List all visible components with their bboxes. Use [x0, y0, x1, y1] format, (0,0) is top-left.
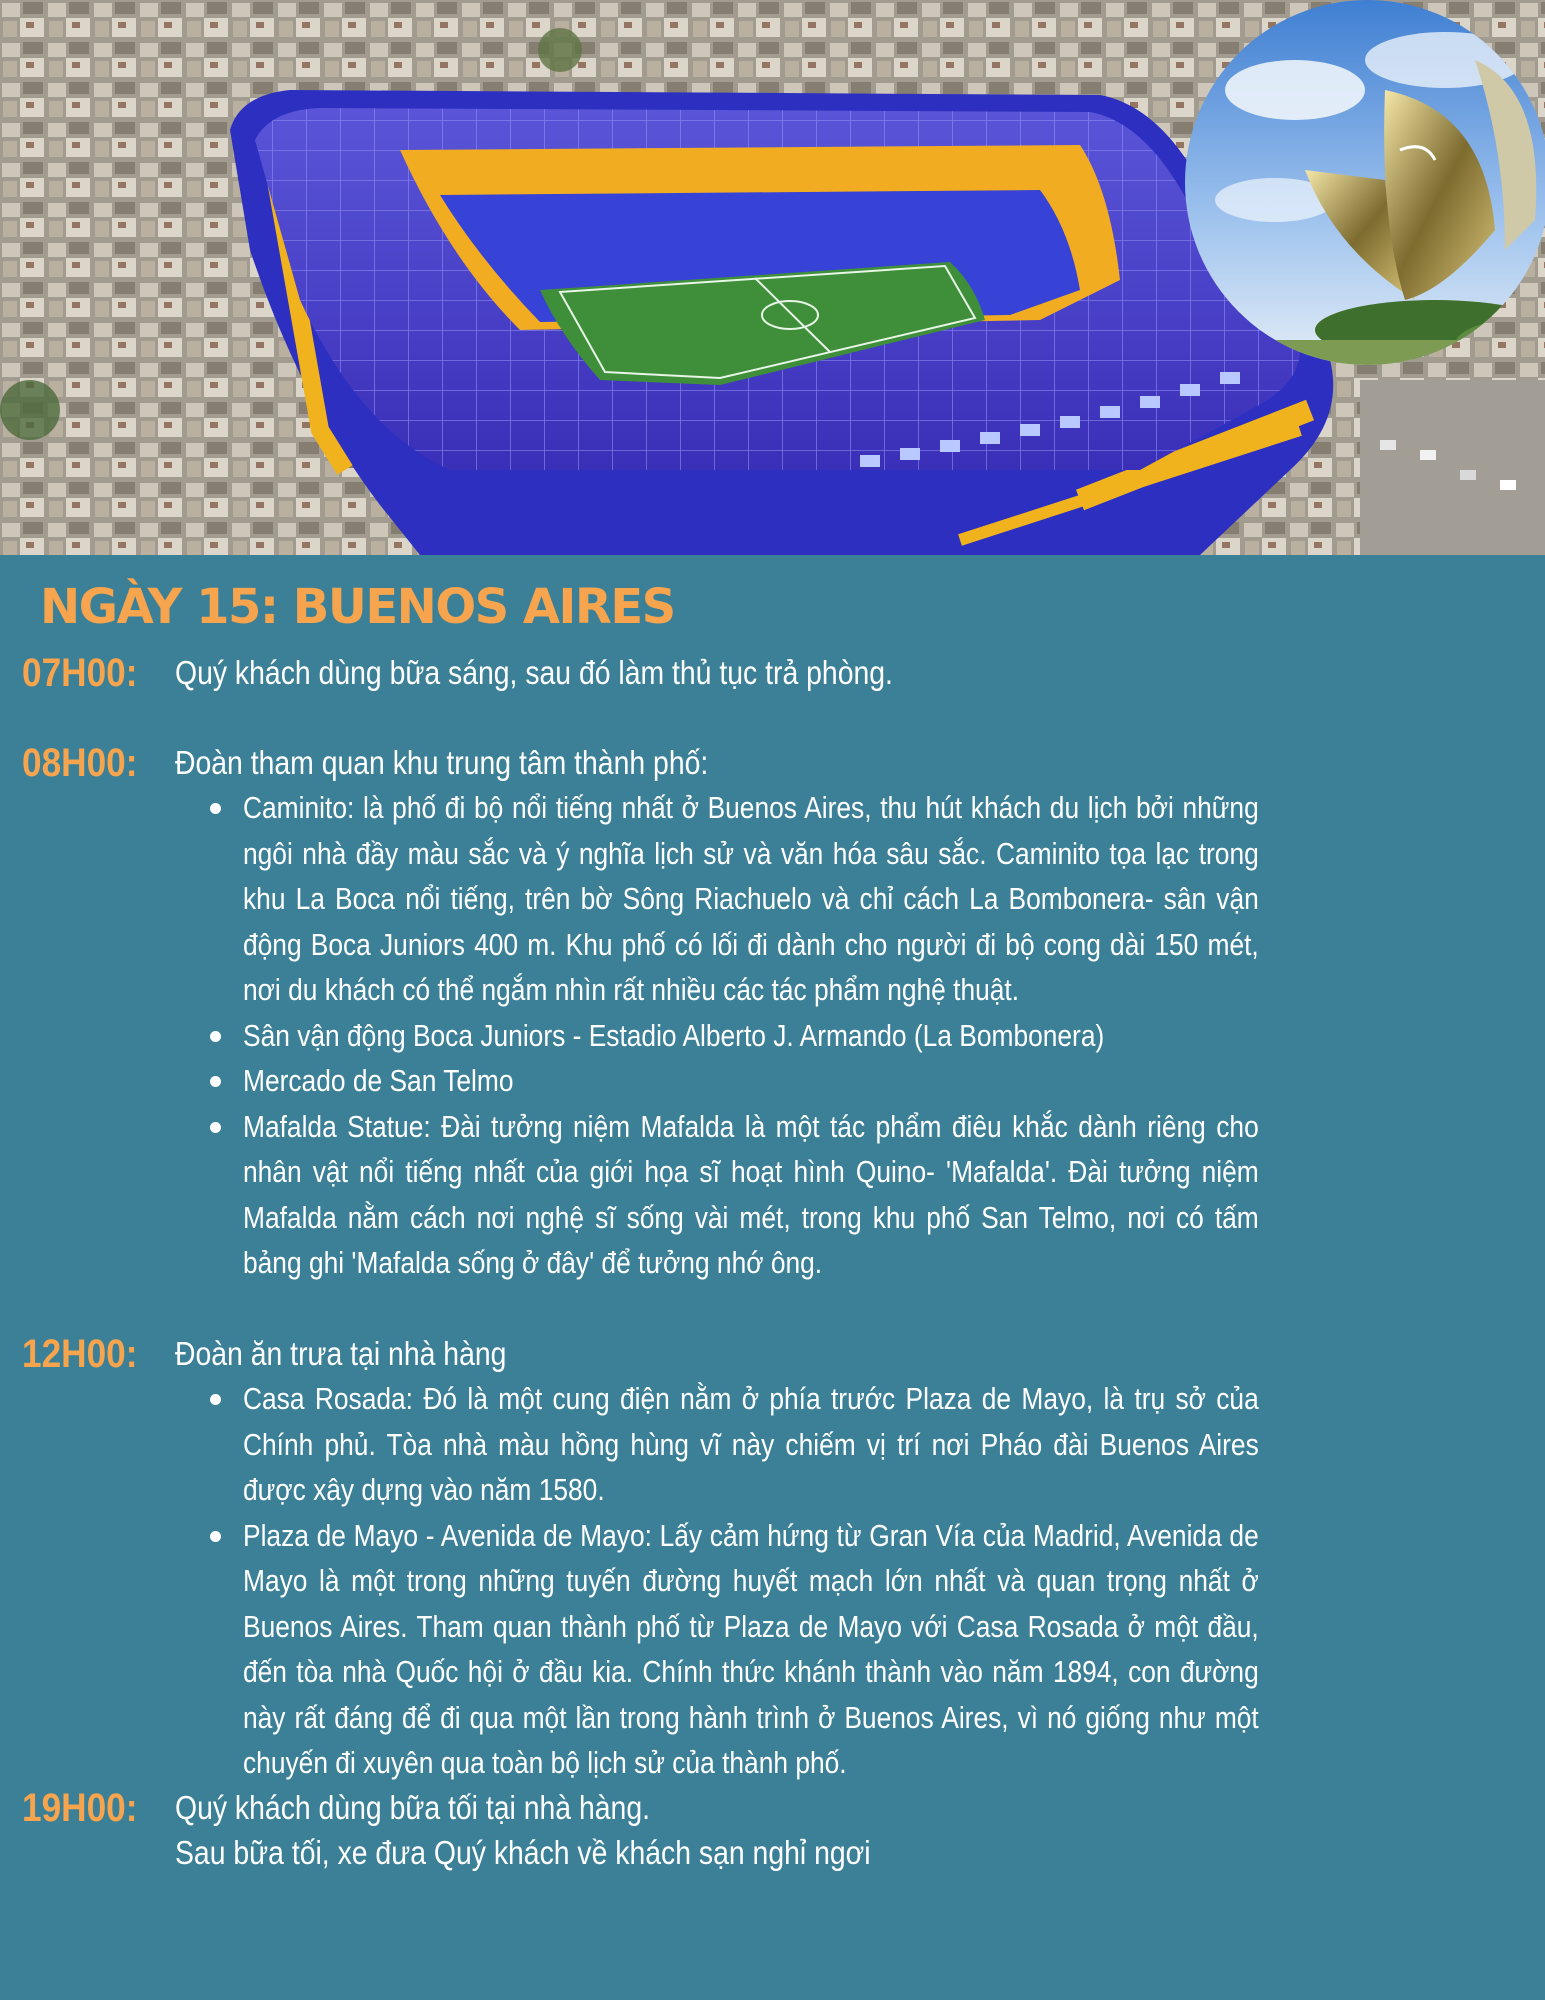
list-item: Sân vận động Boca Juniors - Estadio Alberto J. Armando (La Bombonera)	[210, 1013, 1225, 1059]
slot-time: 12H00:	[22, 1332, 138, 1376]
bullet-dot-icon	[210, 1076, 221, 1087]
day-title: NGÀY 15: BUENOS AIRES	[40, 579, 675, 635]
bullet-list	[210, 785, 1259, 1286]
list-item: Mafalda Statue: Đài tưởng niệm Mafalda là một tác phẩm điêu khắc dành riêng cho nhân vật nổi tiếng nhất của giới họa sĩ hoạt hình Quino- 'Mafalda'. Đài tưởng niệm Mafalda nằm cách nơi nghệ sĩ sống vài mét, trong khu phố San Telmo, nơi có tấm bảng ghi 'Mafalda sống ở đây' để tưởng nhớ ông.	[210, 1104, 1225, 1286]
slot-time: 07H00:	[22, 651, 138, 695]
slot-description: Quý khách dùng bữa tối tại nhà hàng.	[175, 1789, 651, 1826]
slot-description: Quý khách dùng bữa sáng, sau đó làm thủ tục trả phòng.	[175, 654, 893, 691]
itinerary-section	[0, 555, 1545, 2000]
list-item: Caminito: là phố đi bộ nổi tiếng nhất ở Buenos Aires, thu hút khách du lịch bởi những ngôi nhà đầy màu sắc và ý nghĩa lịch sử và văn hóa sâu sắc. Caminito tọa lạc trong khu La Boca nổi tiếng, trên bờ Sông Riachuelo và chỉ cách La Bombonera- sân vận động Boca Juniors 400 m. Khu phố có lối đi dành cho người đi bộ cong dài 150 mét, nơi du khách có thể ngắm nhìn rất nhiều các tác phẩm nghệ thuật.	[210, 785, 1225, 1013]
slot-time: 19H00:	[22, 1786, 138, 1830]
floralis-generica-sculpture-photo	[1185, 0, 1545, 365]
sculpture-inset-image	[1185, 0, 1545, 365]
bullet-dot-icon	[210, 1394, 221, 1405]
hero-stadium-image	[0, 0, 1545, 555]
bullet-dot-icon	[210, 1122, 221, 1133]
slot-description: Sau bữa tối, xe đưa Quý khách về khách sạn nghỉ ngơi	[175, 1834, 871, 1871]
list-item: Plaza de Mayo - Avenida de Mayo: Lấy cảm hứng từ Gran Vía của Madrid, Avenida de Mayo là một trong những tuyến đường huyết mạch lớn nhất và quan trọng nhất ở Buenos Aires. Tham quan thành phố từ Plaza de Mayo với Casa Rosada ở một đầu, đến tòa nhà Quốc hội ở đầu kia. Chính thức khánh thành vào năm 1894, con đường này rất đáng để đi qua một lần trong hành trình ở Buenos Aires, vì nó giống như một chuyến đi xuyên qua toàn bộ lịch sử của thành phố.	[210, 1513, 1225, 1786]
list-item: Casa Rosada: Đó là một cung điện nằm ở phía trước Plaza de Mayo, là trụ sở của Chính phủ. Tòa nhà màu hồng hùng vĩ này chiếm vị trí nơi Pháo đài Buenos Aires được xây dựng vào năm 1580.	[210, 1376, 1225, 1513]
list-item: Mercado de San Telmo	[210, 1058, 1225, 1104]
bullet-dot-icon	[210, 1531, 221, 1542]
bullet-list	[210, 1376, 1259, 1786]
bullet-dot-icon	[210, 1031, 221, 1042]
bullet-dot-icon	[210, 803, 221, 814]
slot-description: Đoàn ăn trưa tại nhà hàng	[175, 1335, 507, 1372]
slot-description: Đoàn tham quan khu trung tâm thành phố:	[175, 744, 709, 781]
slot-time: 08H00:	[22, 741, 138, 785]
